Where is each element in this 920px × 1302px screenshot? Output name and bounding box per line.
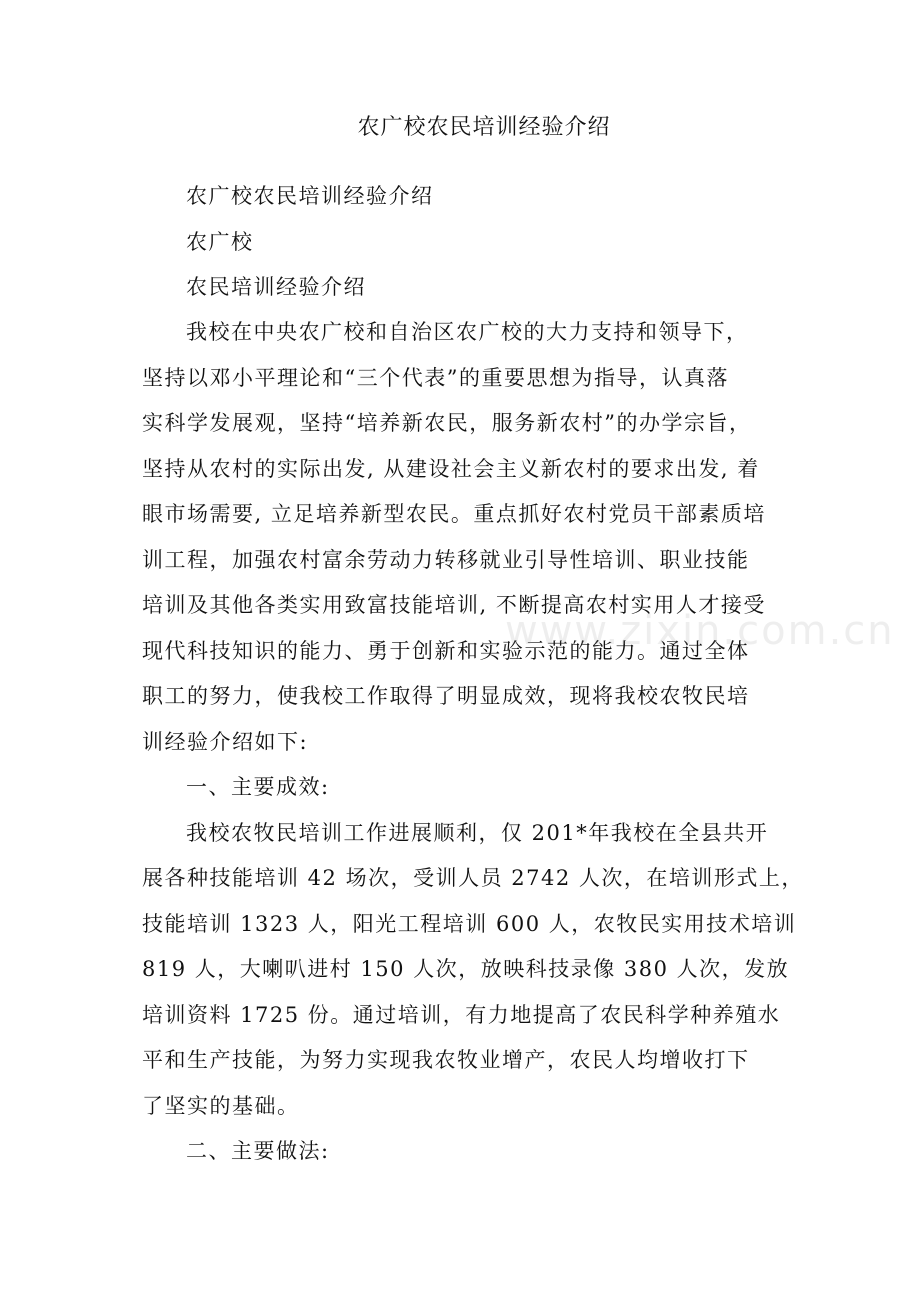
section-one-line-3: 技能培训 1323 人，阳光工程培训 600 人，农牧民实用技术培训 <box>142 911 797 936</box>
intro-paragraph <box>142 310 782 765</box>
section-one <box>142 765 804 1175</box>
section-one-heading: 一、主要成效: <box>186 775 330 799</box>
intro-line-7: 培训及其他各类实用致富技能培训, 不断提高农村实用人才接受 <box>142 593 766 617</box>
section-one-line-2: 展各种技能培训 42 场次，受训人员 2742 人次，在培训形式上， <box>142 866 804 890</box>
heading-line-3: 农民培训经验介绍 <box>186 275 366 299</box>
intro-line-1: 我校在中央农广校和自治区农广校的大力支持和领导下， <box>186 320 749 344</box>
document-title: 农广校农民培训经验介绍 <box>357 115 611 140</box>
section-one-line-1: 我校农牧民培训工作进展顺利，仅 201*年我校在全县共开 <box>186 820 769 845</box>
intro-line-8: 现代科技知识的能力、勇于创新和实验示范的能力。通过全体 <box>142 638 750 663</box>
intro-line-3: 实科学发展观，坚持“培养新农民，服务新农村”的办学宗旨， <box>142 411 752 435</box>
intro-line-9: 职工的努力，使我校工作取得了明显成效，现将我校农牧民培 <box>142 684 750 708</box>
heading-line-1: 农广校农民培训经验介绍 <box>186 184 434 208</box>
section-one-line-5: 培训资料 1725 份。通过培训，有力地提高了农民科学种养殖水 <box>142 1002 781 1027</box>
intro-line-10: 训经验介绍如下: <box>142 729 309 754</box>
intro-line-5: 眼市场需要, 立足培养新型农民。重点抓好农村党员干部素质培 <box>142 502 766 526</box>
section-one-line-7: 了坚实的基础。 <box>142 1093 300 1118</box>
section-one-line-6: 平和生产技能，为努力实现我农牧业增产，农民人均增收打下 <box>142 1048 750 1072</box>
heading-line-2: 农广校 <box>186 229 254 254</box>
heading-lines <box>142 174 782 311</box>
section-two-heading: 二、主要做法: <box>186 1139 330 1163</box>
intro-line-2: 坚持以邓小平理论和“三个代表”的重要思想为指导，认真落 <box>142 365 729 390</box>
watermark: www.zixin.com.cn <box>505 608 895 654</box>
intro-line-6: 训工程，加强农村富余劳动力转移就业引导性培训、职业技能 <box>142 547 750 572</box>
intro-line-4: 坚持从农村的实际出发, 从建设社会主义新农村的要求出发, 着 <box>142 456 760 481</box>
section-one-line-4: 819 人，大喇叭进村 150 人次，放映科技录像 380 人次，发放 <box>142 957 790 981</box>
